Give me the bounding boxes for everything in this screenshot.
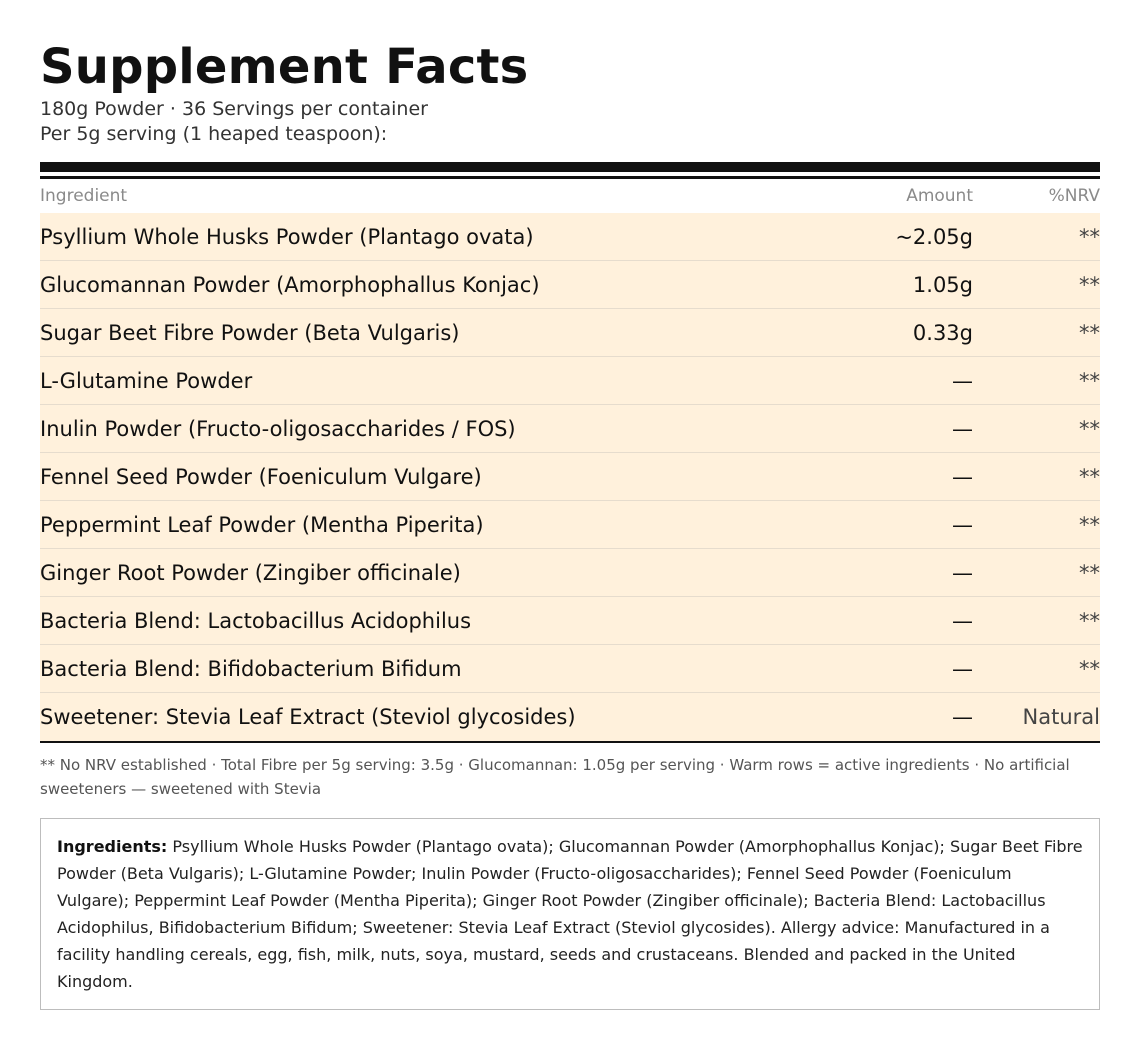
thick-divider bbox=[40, 162, 1100, 172]
ingredient-amount: ~2.05g bbox=[895, 225, 973, 249]
ingredient-name: Ginger Root Powder (Zingiber officinale) bbox=[40, 561, 461, 585]
ingredients-table bbox=[40, 213, 1100, 741]
table-bottom-divider bbox=[40, 741, 1100, 743]
ingredient-nrv: ** bbox=[1079, 513, 1100, 537]
ingredient-nrv: ** bbox=[1079, 417, 1100, 441]
ingredient-amount: — bbox=[952, 705, 973, 729]
serving-info: Per 5g serving (1 heaped teaspoon): bbox=[40, 123, 388, 145]
ingredients-label: Ingredients: bbox=[57, 837, 168, 856]
ingredient-nrv: ** bbox=[1079, 273, 1100, 297]
ingredient-nrv: Natural bbox=[1022, 705, 1100, 729]
ingredient-amount: 1.05g bbox=[912, 273, 973, 297]
ingredient-name: Peppermint Leaf Powder (Mentha Piperita) bbox=[40, 513, 484, 537]
page-title: Supplement Facts bbox=[40, 39, 529, 95]
ingredient-name: Inulin Powder (Fructo-oligosaccharides / FOS) bbox=[40, 417, 516, 441]
ingredient-name: Glucomannan Powder (Amorphophallus Konjac) bbox=[40, 273, 540, 297]
table-row bbox=[40, 357, 1100, 405]
ingredients-text: Psyllium Whole Husks Powder (Plantago ovata); Glucomannan Powder (Amorphophallus Konjac); Sugar Beet Fibre Powder (Beta Vulgaris); L-Glutamine Powder; Inulin Powder (Fructo-oligosaccharides); Fennel Seed Powder (Foeniculum Vulgare); Peppermint Leaf Powder (Mentha Piperita); Ginger Root Powder (Zingiber officinale); Bacteria Blend: Lactobacillus Acidophilus, Bifidobacterium Bifidum; Sweetener: Stevia Leaf Extract (Steviol glycosides). Allergy advice: Manufactured in a facility handling cereals, egg, fish, milk, nuts, soya, mustard, seeds and crustaceans. Blended and packed in the United Kingdom. bbox=[57, 837, 1083, 991]
ingredient-amount: — bbox=[952, 513, 973, 537]
ingredients-statement bbox=[40, 818, 1100, 1010]
ingredient-nrv: ** bbox=[1079, 369, 1100, 393]
column-header-ingredient: Ingredient bbox=[40, 186, 128, 206]
thin-divider bbox=[40, 176, 1100, 179]
ingredient-name: Sweetener: Stevia Leaf Extract (Steviol glycosides) bbox=[40, 705, 576, 729]
ingredient-amount: — bbox=[952, 657, 973, 681]
table-row bbox=[40, 597, 1100, 645]
table-row bbox=[40, 453, 1100, 501]
ingredient-amount: — bbox=[952, 561, 973, 585]
ingredient-nrv: ** bbox=[1079, 321, 1100, 345]
table-row bbox=[40, 309, 1100, 357]
table-row bbox=[40, 501, 1100, 549]
ingredient-nrv: ** bbox=[1079, 609, 1100, 633]
table-row bbox=[40, 693, 1100, 741]
ingredient-nrv: ** bbox=[1079, 225, 1100, 249]
ingredient-amount: — bbox=[952, 417, 973, 441]
ingredient-nrv: ** bbox=[1079, 657, 1100, 681]
ingredient-name: L-Glutamine Powder bbox=[40, 369, 253, 393]
column-header-amount: Amount bbox=[906, 186, 973, 206]
ingredient-name: Sugar Beet Fibre Powder (Beta Vulgaris) bbox=[40, 321, 460, 345]
ingredient-amount: — bbox=[952, 609, 973, 633]
ingredient-amount: — bbox=[952, 369, 973, 393]
ingredient-amount: 0.33g bbox=[912, 321, 973, 345]
column-header-nrv: %NRV bbox=[1048, 186, 1100, 206]
container-info: 180g Powder · 36 Servings per container bbox=[40, 98, 428, 120]
footnote: ** No NRV established · Total Fibre per 5g serving: 3.5g · Glucomannan: 1.05g per serving · Warm rows = active ingredients · No artificial sweeteners — sweetened with Stevia bbox=[40, 756, 1070, 798]
table-row bbox=[40, 645, 1100, 693]
ingredient-nrv: ** bbox=[1079, 561, 1100, 585]
ingredient-nrv: ** bbox=[1079, 465, 1100, 489]
ingredient-name: Bacteria Blend: Bifidobacterium Bifidum bbox=[40, 657, 462, 681]
ingredient-amount: — bbox=[952, 465, 973, 489]
ingredient-name: Psyllium Whole Husks Powder (Plantago ovata) bbox=[40, 225, 534, 249]
table-row bbox=[40, 213, 1100, 261]
table-row bbox=[40, 549, 1100, 597]
ingredient-name: Bacteria Blend: Lactobacillus Acidophilus bbox=[40, 609, 472, 633]
ingredient-name: Fennel Seed Powder (Foeniculum Vulgare) bbox=[40, 465, 482, 489]
table-row bbox=[40, 405, 1100, 453]
table-row bbox=[40, 261, 1100, 309]
